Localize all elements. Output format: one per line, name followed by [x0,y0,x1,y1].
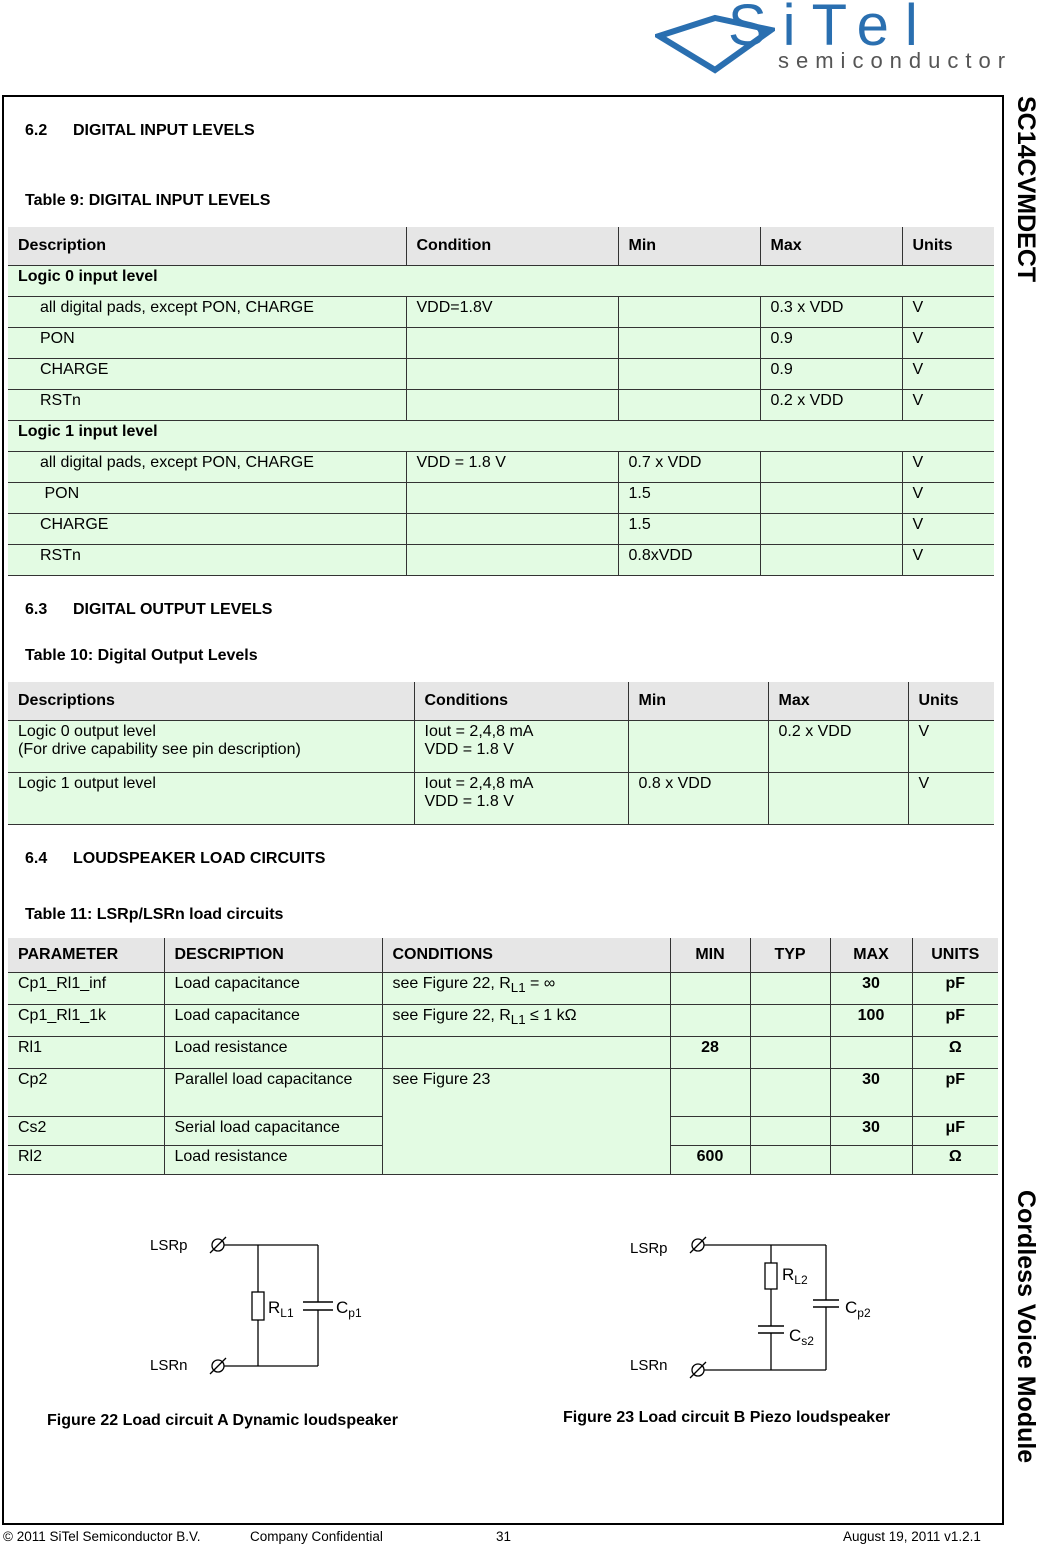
column-header: PARAMETER [8,938,164,972]
column-header: Max [760,227,902,265]
section-number: 6.3 [25,601,48,618]
table-cell: VDD = 1.8 V [406,451,618,482]
section-number: 6.2 [25,122,48,139]
param-cell: Cs2 [8,1116,164,1145]
max-cell [830,1036,912,1068]
table-row [8,1004,998,1036]
group-label: Logic 1 input level [8,420,994,451]
section-title: DIGITAL OUTPUT LEVELS [73,601,273,618]
cond-cell: see Figure 23 [382,1068,670,1174]
table-row [8,544,994,575]
lsrn-terminal-icon [690,1362,706,1378]
cell-line: Logic 0 output level [18,722,156,740]
resistor-rl1-icon [252,1292,264,1320]
cond-text: ≤ 1 kΩ [525,1006,577,1024]
column-header: Conditions [414,682,628,720]
param-cell: Cp1_Rl1_inf [8,972,164,1004]
table-cell: PON [8,482,406,513]
table-cell: 1.5 [618,513,760,544]
table10-caption: Table 10: Digital Output Levels [25,647,258,664]
table-row [8,451,994,482]
table-cell: V [902,482,994,513]
table-cell: 0.8xVDD [618,544,760,575]
typ-cell [750,1004,830,1036]
table-cell: CHARGE [8,513,406,544]
desc-cell: Parallel load capacitance [164,1068,382,1116]
max-cell: 30 [830,972,912,1004]
table-cell [628,720,768,772]
min-cell [670,1004,750,1036]
column-header: Units [908,682,994,720]
group-row [8,420,994,451]
table-cell: 0.3 x VDD [760,296,902,327]
footer-copyright: © 2011 SiTel Semiconductor B.V. [3,1529,201,1544]
column-header: Min [628,682,768,720]
min-cell: 28 [670,1036,750,1068]
table-row [8,720,994,772]
min-cell [670,1068,750,1116]
cell-line: Iout = 2,4,8 mA [424,722,534,740]
column-header: TYP [750,938,830,972]
param-cell: Rl2 [8,1145,164,1174]
table-cell [760,451,902,482]
cell-line: VDD = 1.8 V [424,792,514,810]
min-cell: 600 [670,1145,750,1174]
column-header: Min [618,227,760,265]
param-cell: Cp2 [8,1068,164,1116]
section-heading-6-3 [25,601,272,619]
table-cell: all digital pads, except PON, CHARGE [8,451,406,482]
logo-tagline: semiconductor [778,48,1013,73]
table-cell [618,296,760,327]
table-cell: RSTn [8,544,406,575]
table-cell [618,327,760,358]
table-row [8,389,994,420]
table-cell [406,358,618,389]
cp1-label: $C_{p1}$ [336,1298,362,1320]
figure-22-caption: Figure 22 Load circuit A Dynamic loudspeaker [47,1412,398,1429]
figure-23-circuit-diagram [620,1220,920,1400]
table-cell: 0.2 x VDD [760,389,902,420]
units-cell: Ω [912,1145,998,1174]
lsrp-terminal-icon [690,1237,706,1253]
cond-sub: L1 [510,979,526,995]
cond-text: = ∞ [525,974,556,992]
desc-cell: Load resistance [164,1145,382,1174]
cell-line: Iout = 2,4,8 mA [424,774,534,792]
table-cell [760,513,902,544]
section-number: 6.4 [25,850,48,867]
table-cell: 0.7 x VDD [618,451,760,482]
param-cell: Rl1 [8,1036,164,1068]
table-cell: V [902,451,994,482]
section-title: DIGITAL INPUT LEVELS [73,122,255,139]
table-row [8,1068,998,1116]
column-header: UNITS [912,938,998,972]
group-row [8,265,994,296]
footer-confidential: Company Confidential [250,1529,383,1544]
min-cell [670,1116,750,1145]
units-cell: Ω [912,1036,998,1068]
side-subtitle: Cordless Voice Module [1012,1190,1040,1464]
typ-cell [750,1116,830,1145]
table-cell: V [902,389,994,420]
table-cell [618,358,760,389]
table-cell [414,720,628,772]
cell-line: Logic 1 output level [18,774,156,792]
column-header: MIN [670,938,750,972]
typ-cell [750,1145,830,1174]
section-heading-6-2 [25,122,255,140]
typ-cell [750,972,830,1004]
table-cell [8,772,414,824]
table-row [8,972,998,1004]
table-cell: PON [8,327,406,358]
lsrp-label: LSRp [150,1237,188,1254]
lsrp-label: LSRp [630,1240,668,1257]
side-title: SC14CVMDECT [1012,96,1040,283]
desc-cell: Serial load capacitance [164,1116,382,1145]
table-row [8,772,994,824]
table-row [8,327,994,358]
max-cell: 30 [830,1116,912,1145]
table-digital-output-levels [8,682,994,825]
table-row [8,513,994,544]
table-cell [406,389,618,420]
units-cell: μF [912,1116,998,1145]
lsrp-terminal-icon [210,1237,226,1253]
table-cell: V [902,327,994,358]
table-cell [8,720,414,772]
typ-cell [750,1068,830,1116]
table-cell: V [902,544,994,575]
units-cell: pF [912,1068,998,1116]
table-cell: 1.5 [618,482,760,513]
capacitor-cp2-icon [813,1300,839,1307]
cond-text: see Figure 22, R [392,974,511,992]
table-cell: V [902,358,994,389]
table-cell: V [902,513,994,544]
column-header: MAX [830,938,912,972]
cond-text: see Figure 22, R [392,1006,511,1024]
max-cell [830,1145,912,1174]
table-cell [760,482,902,513]
figure-23-caption: Figure 23 Load circuit B Piezo loudspeaker [563,1409,891,1426]
table-cell [768,772,908,824]
section-heading-6-4 [25,850,325,868]
table11-caption: Table 11: LSRp/LSRn load circuits [25,906,284,923]
column-header: Max [768,682,908,720]
table-digital-input-levels [8,227,994,576]
table-row [8,482,994,513]
footer-date-version: August 19, 2011 v1.2.1 [843,1529,981,1544]
lsrn-label: LSRn [150,1357,188,1374]
desc-cell: Load capacitance [164,972,382,1004]
max-cell: 100 [830,1004,912,1036]
lsrn-terminal-icon [210,1358,226,1374]
rl2-label: $R_{L2}$ [782,1265,808,1287]
rl1-label: $R_{L1}$ [268,1298,294,1320]
column-header: Units [902,227,994,265]
cond-sub: L1 [510,1011,526,1027]
table-cell: V [902,296,994,327]
table-row [8,358,994,389]
table-cell: 0.9 [760,358,902,389]
capacitor-cp1-icon [303,1302,333,1310]
max-cell: 30 [830,1068,912,1116]
table-cell [406,544,618,575]
cond-cell [382,1036,670,1068]
table-cell: VDD=1.8V [406,296,618,327]
table-cell: 0.9 [760,327,902,358]
column-header: CONDITIONS [382,938,670,972]
logo-wordmark: SiTel [728,0,934,58]
table-cell: RSTn [8,389,406,420]
column-header: DESCRIPTION [164,938,382,972]
param-cell: Cp1_Rl1_1k [8,1004,164,1036]
table-cell: all digital pads, except PON, CHARGE [8,296,406,327]
table-cell [406,327,618,358]
column-header: Description [8,227,406,265]
capacitor-cs2-icon [758,1326,784,1333]
resistor-rl2-icon [765,1263,777,1289]
table-cell: CHARGE [8,358,406,389]
table-cell: V [908,772,994,824]
cell-line: VDD = 1.8 V [424,740,514,758]
table-cell [406,482,618,513]
table-cell [406,513,618,544]
section-title: LOUDSPEAKER LOAD CIRCUITS [73,850,326,867]
cond-cell [382,972,670,1004]
lsrn-label: LSRn [630,1357,668,1374]
figure-22-circuit-diagram [140,1220,440,1400]
desc-cell: Load capacitance [164,1004,382,1036]
table-row [8,296,994,327]
cell-line: (For drive capability see pin description) [18,740,301,758]
table-cell [414,772,628,824]
cp2-label: $C_{p2}$ [845,1298,871,1320]
desc-cell: Load resistance [164,1036,382,1068]
column-header: Descriptions [8,682,414,720]
table-cell [760,544,902,575]
table-cell: V [908,720,994,772]
table9-caption: Table 9: DIGITAL INPUT LEVELS [25,192,271,209]
cs2-label: $C_{s2}$ [789,1326,814,1348]
table-cell: 0.2 x VDD [768,720,908,772]
group-label: Logic 0 input level [8,265,994,296]
units-cell: pF [912,1004,998,1036]
table-lsr-load-circuits [8,938,998,1175]
footer-page-number: 31 [496,1529,512,1544]
column-header: Condition [406,227,618,265]
units-cell: pF [912,972,998,1004]
table-cell: 0.8 x VDD [628,772,768,824]
cond-cell [382,1004,670,1036]
min-cell [670,972,750,1004]
typ-cell [750,1036,830,1068]
table-cell [618,389,760,420]
table-row [8,1036,998,1068]
